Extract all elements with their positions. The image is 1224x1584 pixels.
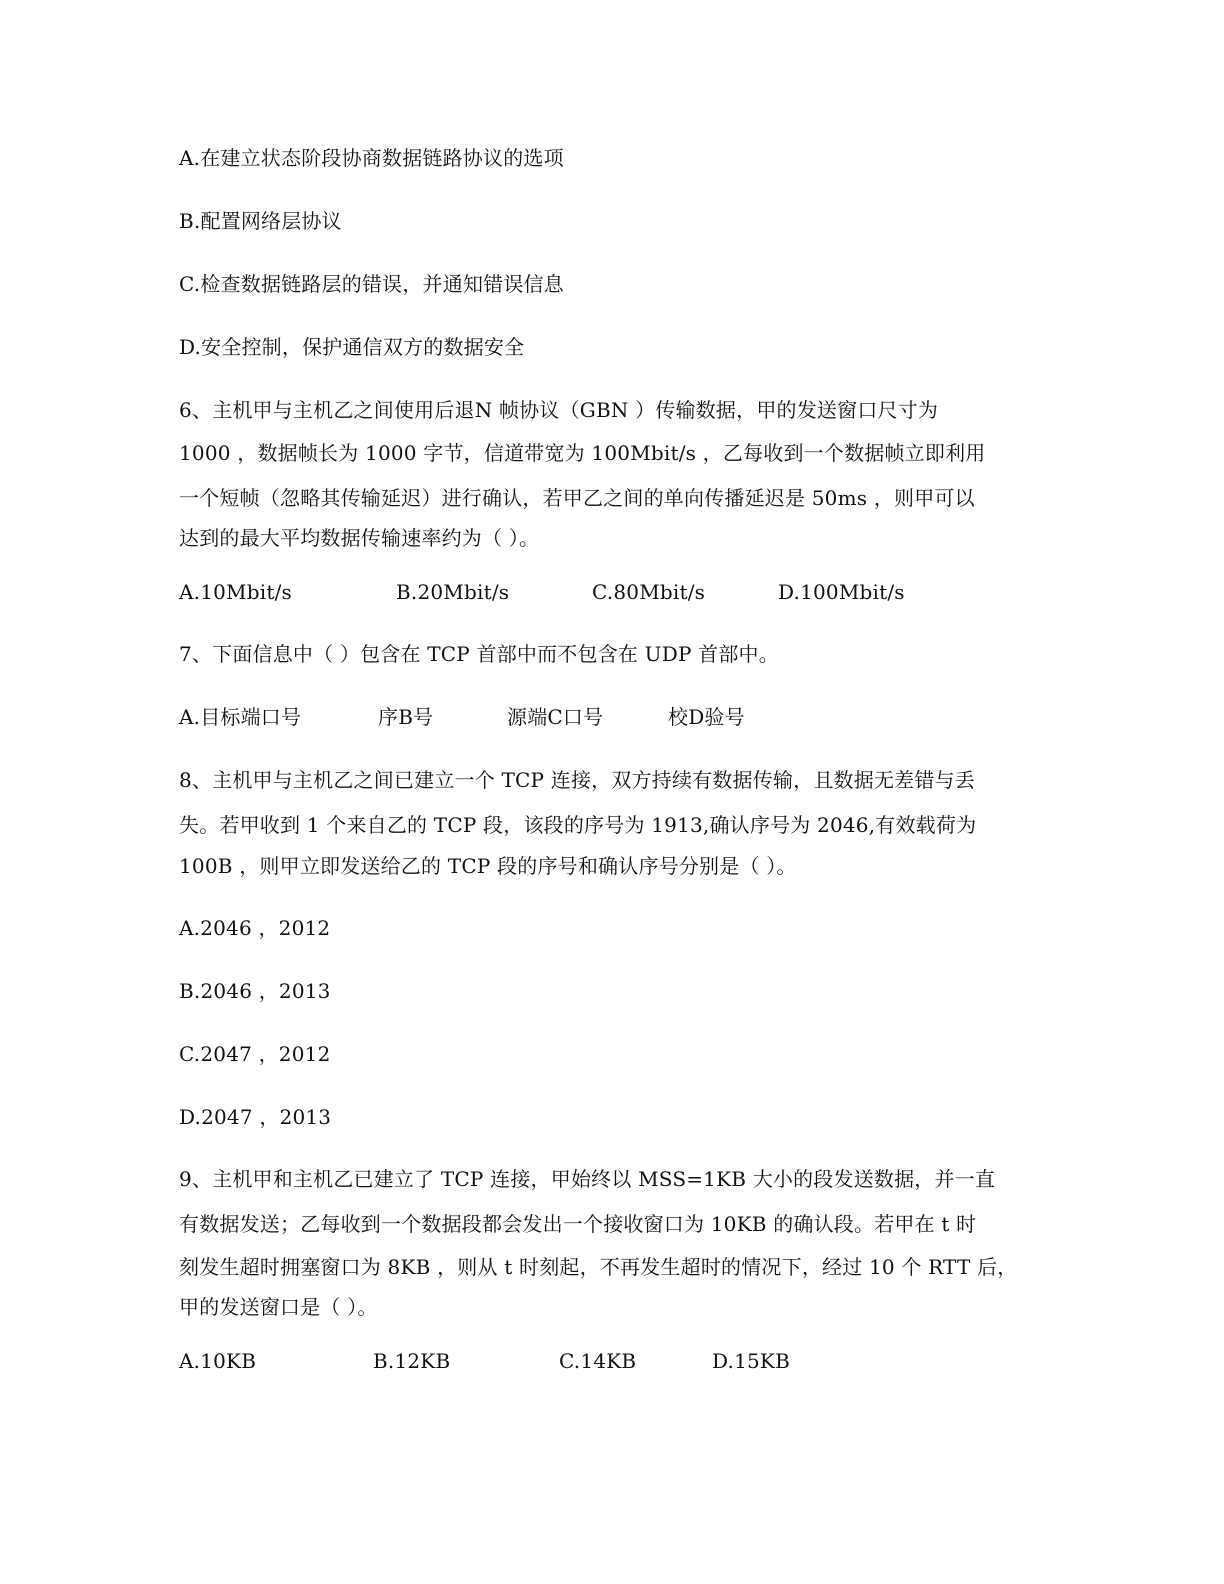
q8-option-a: A.2046 ，2012	[179, 916, 331, 940]
q7-option-d: 校D验号	[668, 705, 745, 729]
q9-option-b: B.12KB	[373, 1349, 451, 1373]
q7-option-c: 源端C口号	[507, 705, 604, 729]
q6-option-b: B.20Mbit/s	[396, 580, 510, 604]
q8-stem-line-1: 8、主机甲与主机乙之间已建立一个 TCP 连接，双方持续有数据传输，且数据无差错与丢	[179, 768, 975, 792]
q8-stem-line-2: 失。若甲收到 1 个来自乙的 TCP 段，该段的序号为 1913,确认序号为 2046,有效载荷为	[179, 813, 977, 837]
q9-stem-line-2: 有数据发送；乙每收到一个数据段都会发出一个接收窗口为 10KB 的确认段。若甲在 t 时	[179, 1212, 977, 1236]
q6-option-c: C.80Mbit/s	[592, 580, 706, 604]
q9-option-a: A.10KB	[179, 1349, 257, 1373]
q8-option-b: B.2046 ，2013	[179, 979, 331, 1003]
q5-option-c: C.检查数据链路层的错误，并通知错误信息	[179, 272, 564, 296]
q9-stem-line-3: 刻发生超时拥塞窗口为 8KB ，则从 t 时刻起，不再发生超时的情况下，经过 10 个 RTT 后，	[179, 1255, 1018, 1279]
q5-option-b: B.配置网络层协议	[179, 209, 342, 233]
q6-stem-line-1: 6、主机甲与主机乙之间使用后退N 帧协议（GBN ）传输数据，甲的发送窗口尺寸为	[179, 398, 939, 422]
q7-option-a: A.目标端口号	[179, 705, 302, 729]
q7-stem-line-1: 7、下面信息中（ ）包含在 TCP 首部中而不包含在 UDP 首部中。	[179, 642, 779, 666]
q6-option-a: A.10Mbit/s	[179, 580, 292, 604]
q6-stem-line-4: 达到的最大平均数据传输速率约为（ ）。	[179, 526, 540, 550]
q9-option-c: C.14KB	[559, 1349, 637, 1373]
q9-option-d: D.15KB	[712, 1349, 790, 1373]
q6-stem-line-2: 1000 ，数据帧长为 1000 字节，信道带宽为 100Mbit/s ，乙每收到一个数据帧立即利用	[179, 441, 986, 465]
q7-option-b: 序B号	[378, 705, 434, 729]
q5-option-a: A.在建立状态阶段协商数据链路协议的选项	[179, 146, 564, 170]
q6-option-d: D.100Mbit/s	[778, 580, 905, 604]
q8-option-c: C.2047 ，2012	[179, 1042, 331, 1066]
q5-option-d: D.安全控制，保护通信双方的数据安全	[179, 335, 525, 359]
q8-stem-line-3: 100B ，则甲立即发送给乙的 TCP 段的序号和确认序号分别是（ ）。	[179, 854, 797, 878]
q9-stem-line-4: 甲的发送窗口是（ ）。	[179, 1295, 378, 1319]
q9-stem-line-1: 9、主机甲和主机乙已建立了 TCP 连接，甲始终以 MSS=1KB 大小的段发送数据，并一直	[179, 1167, 996, 1191]
q6-stem-line-3: 一个短帧（忽略其传输延迟）进行确认，若甲乙之间的单向传播延迟是 50ms ，则甲可以	[179, 486, 975, 510]
q8-option-d: D.2047 ，2013	[179, 1105, 332, 1129]
